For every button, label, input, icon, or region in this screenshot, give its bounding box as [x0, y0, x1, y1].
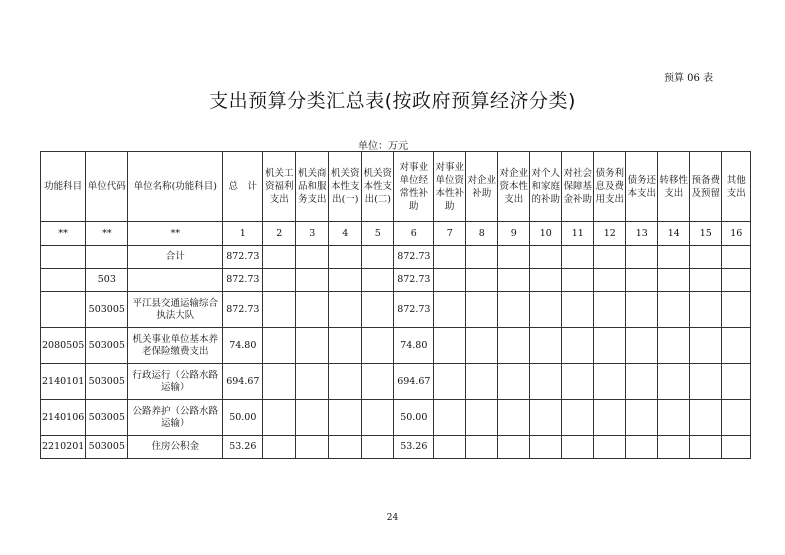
total-cell: 50.00 [223, 400, 263, 436]
func-code-cell: 2140101 [41, 364, 86, 400]
index-cell: 8 [466, 222, 498, 246]
empty-cell [626, 246, 658, 269]
total-cell: 74.80 [223, 328, 263, 364]
form-number: 预算 06 表 [664, 73, 714, 84]
col-header: 总 计 [223, 152, 263, 222]
empty-cell [434, 328, 466, 364]
empty-cell [466, 292, 498, 328]
empty-cell [562, 292, 594, 328]
col-header: 转移性支出 [658, 152, 690, 222]
page-title: 支出预算分类汇总表(按政府预算经济分类) [209, 90, 576, 112]
empty-cell [329, 328, 362, 364]
empty-cell [658, 364, 690, 400]
empty-cell [690, 269, 722, 292]
empty-cell [434, 246, 466, 269]
empty-cell [562, 328, 594, 364]
index-cell: 2 [263, 222, 296, 246]
index-cell: 1 [223, 222, 263, 246]
empty-cell [658, 328, 690, 364]
unit-label: 单位：万元 [358, 141, 408, 152]
func-code-cell: 2210201 [41, 436, 86, 459]
empty-cell [329, 246, 362, 269]
index-cell: ** [41, 222, 86, 246]
empty-cell [329, 400, 362, 436]
empty-cell [594, 364, 626, 400]
empty-cell [263, 364, 296, 400]
unit-name-cell: 行政运行（公路水路运输） [128, 364, 223, 400]
empty-cell [722, 364, 751, 400]
empty-cell [562, 269, 594, 292]
empty-cell [658, 269, 690, 292]
col-header: 其他支出 [722, 152, 751, 222]
empty-cell [466, 436, 498, 459]
empty-cell [722, 328, 751, 364]
empty-cell [594, 328, 626, 364]
index-cell: 9 [498, 222, 530, 246]
empty-cell [722, 292, 751, 328]
index-cell: 7 [434, 222, 466, 246]
col-header: 机关商品和服务支出 [296, 152, 329, 222]
empty-cell [362, 246, 394, 269]
empty-cell [498, 328, 530, 364]
subsidy-cell: 74.80 [394, 328, 434, 364]
empty-cell [690, 292, 722, 328]
total-cell: 872.73 [223, 246, 263, 269]
empty-cell [498, 364, 530, 400]
page-number: 24 [386, 513, 399, 523]
col-header: 对社会保障基金补助 [562, 152, 594, 222]
func-code-cell: 2140106 [41, 400, 86, 436]
empty-cell [690, 364, 722, 400]
empty-cell [466, 269, 498, 292]
col-header: 债务还本支出 [626, 152, 658, 222]
table-row [41, 328, 751, 364]
empty-cell [296, 292, 329, 328]
empty-cell [434, 364, 466, 400]
empty-cell [466, 400, 498, 436]
empty-cell [594, 436, 626, 459]
func-code-cell: 2080505 [41, 328, 86, 364]
unit-code-cell: 503 [86, 269, 128, 292]
total-cell: 872.73 [223, 269, 263, 292]
empty-cell [498, 246, 530, 269]
empty-cell [296, 364, 329, 400]
col-header: 机关工资福利支出 [263, 152, 296, 222]
col-header: 功能科目 [41, 152, 86, 222]
col-header: 机关资本性支出(一) [329, 152, 362, 222]
empty-cell [530, 292, 562, 328]
empty-cell [296, 246, 329, 269]
col-header: 预备费及预留 [690, 152, 722, 222]
empty-cell [329, 436, 362, 459]
table-row [41, 292, 751, 328]
table-row [41, 246, 751, 269]
empty-cell [263, 292, 296, 328]
empty-cell [530, 436, 562, 459]
unit-code-cell: 503005 [86, 364, 128, 400]
empty-cell [263, 436, 296, 459]
total-cell: 694.67 [223, 364, 263, 400]
col-header: 债务利息及费用支出 [594, 152, 626, 222]
empty-cell [562, 364, 594, 400]
total-cell: 53.26 [223, 436, 263, 459]
empty-cell [296, 269, 329, 292]
table-row [41, 364, 751, 400]
empty-cell [562, 436, 594, 459]
subsidy-cell: 872.73 [394, 292, 434, 328]
empty-cell [626, 292, 658, 328]
index-cell: 16 [722, 222, 751, 246]
empty-cell [498, 292, 530, 328]
subsidy-cell: 694.67 [394, 364, 434, 400]
index-cell: 15 [690, 222, 722, 246]
empty-cell [329, 292, 362, 328]
empty-cell [690, 436, 722, 459]
empty-cell [722, 400, 751, 436]
empty-cell [329, 364, 362, 400]
table-row [41, 400, 751, 436]
empty-cell [362, 292, 394, 328]
unit-name-cell [128, 269, 223, 292]
index-cell: 10 [530, 222, 562, 246]
col-header: 机关资本性支出(二) [362, 152, 394, 222]
table-row [41, 436, 751, 459]
unit-name-cell: 公路养护（公路水路运输） [128, 400, 223, 436]
empty-cell [594, 292, 626, 328]
index-cell: 13 [626, 222, 658, 246]
index-cell: 3 [296, 222, 329, 246]
col-header: 对企业补助 [466, 152, 498, 222]
subsidy-cell: 53.26 [394, 436, 434, 459]
empty-cell [530, 400, 562, 436]
empty-cell [626, 269, 658, 292]
empty-cell [658, 400, 690, 436]
func-code-cell [41, 269, 86, 292]
empty-cell [466, 246, 498, 269]
unit-name-cell: 住房公积金 [128, 436, 223, 459]
unit-code-cell: 503005 [86, 436, 128, 459]
subsidy-cell: 50.00 [394, 400, 434, 436]
empty-cell [530, 364, 562, 400]
index-cell: 6 [394, 222, 434, 246]
empty-cell [626, 436, 658, 459]
empty-cell [434, 400, 466, 436]
index-cell: 11 [562, 222, 594, 246]
empty-cell [690, 328, 722, 364]
empty-cell [658, 292, 690, 328]
empty-cell [594, 269, 626, 292]
unit-name-cell: 合计 [128, 246, 223, 269]
col-header: 单位代码 [86, 152, 128, 222]
unit-name-cell: 机关事业单位基本养老保险缴费支出 [128, 328, 223, 364]
empty-cell [434, 269, 466, 292]
index-cell: 4 [329, 222, 362, 246]
unit-code-cell [86, 246, 128, 269]
empty-cell [263, 328, 296, 364]
col-header: 单位名称(功能科目) [128, 152, 223, 222]
empty-cell [362, 269, 394, 292]
empty-cell [626, 364, 658, 400]
empty-cell [498, 436, 530, 459]
empty-cell [263, 269, 296, 292]
func-code-cell [41, 246, 86, 269]
empty-cell [362, 400, 394, 436]
col-header: 对事业单位资本性补助 [434, 152, 466, 222]
col-header: 对企业资本性支出 [498, 152, 530, 222]
empty-cell [362, 328, 394, 364]
empty-cell [626, 328, 658, 364]
empty-cell [594, 400, 626, 436]
empty-cell [562, 400, 594, 436]
budget-table [40, 151, 751, 459]
empty-cell [434, 292, 466, 328]
index-cell: ** [86, 222, 128, 246]
empty-cell [722, 269, 751, 292]
index-cell: 12 [594, 222, 626, 246]
empty-cell [530, 246, 562, 269]
empty-cell [530, 328, 562, 364]
empty-cell [329, 269, 362, 292]
empty-cell [562, 246, 594, 269]
empty-cell [362, 436, 394, 459]
empty-cell [466, 364, 498, 400]
header-row [41, 152, 751, 222]
index-cell: 14 [658, 222, 690, 246]
unit-code-cell: 503005 [86, 292, 128, 328]
index-row [41, 222, 751, 246]
empty-cell [690, 246, 722, 269]
empty-cell [466, 328, 498, 364]
empty-cell [296, 328, 329, 364]
empty-cell [362, 364, 394, 400]
unit-code-cell: 503005 [86, 328, 128, 364]
index-cell: 5 [362, 222, 394, 246]
subsidy-cell: 872.73 [394, 246, 434, 269]
empty-cell [263, 400, 296, 436]
empty-cell [296, 400, 329, 436]
col-header: 对事业单位经常性补助 [394, 152, 434, 222]
subsidy-cell: 872.73 [394, 269, 434, 292]
empty-cell [722, 436, 751, 459]
index-cell: ** [128, 222, 223, 246]
func-code-cell [41, 292, 86, 328]
total-cell: 872.73 [223, 292, 263, 328]
empty-cell [263, 246, 296, 269]
empty-cell [594, 246, 626, 269]
empty-cell [658, 246, 690, 269]
empty-cell [434, 436, 466, 459]
empty-cell [626, 400, 658, 436]
col-header: 对个人和家庭的补助 [530, 152, 562, 222]
empty-cell [722, 246, 751, 269]
empty-cell [498, 400, 530, 436]
empty-cell [296, 436, 329, 459]
empty-cell [530, 269, 562, 292]
unit-code-cell: 503005 [86, 400, 128, 436]
empty-cell [690, 400, 722, 436]
table-row [41, 269, 751, 292]
unit-name-cell: 平江县交通运输综合执法大队 [128, 292, 223, 328]
empty-cell [658, 436, 690, 459]
empty-cell [498, 269, 530, 292]
